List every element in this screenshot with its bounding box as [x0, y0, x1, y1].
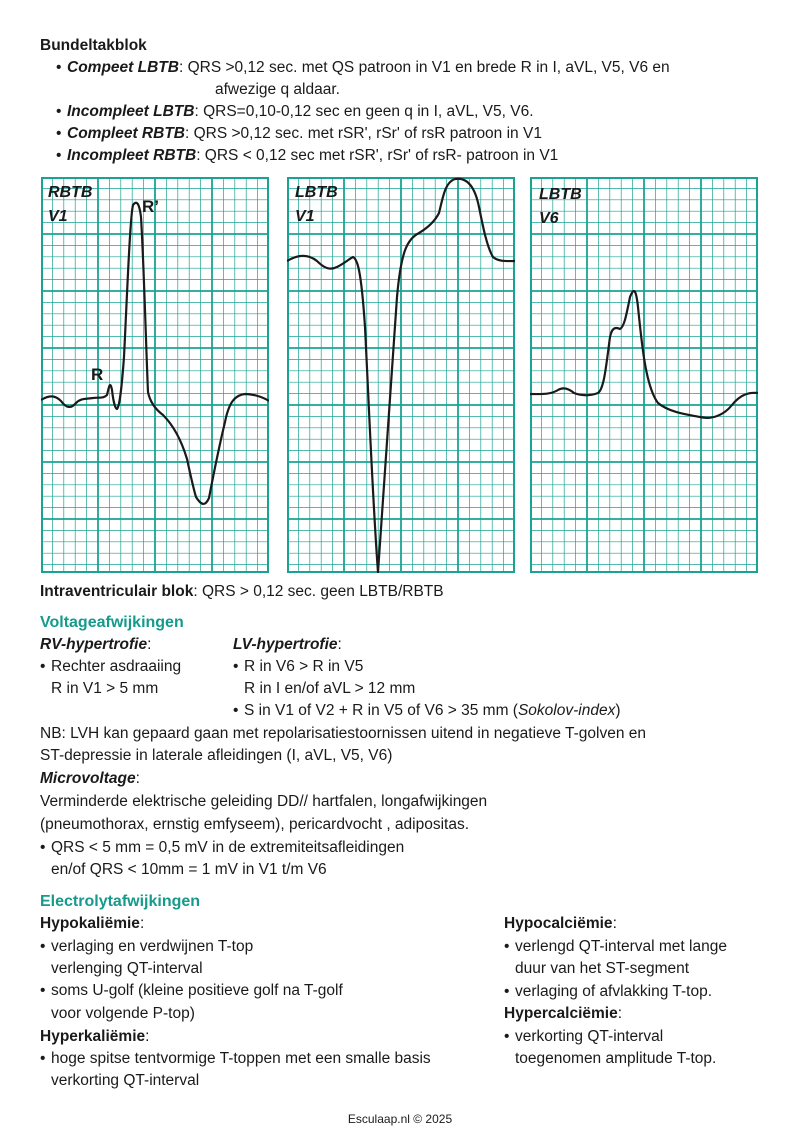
microvoltage-line-2: (pneumothorax, ernstig emfyseem), pericardvocht , adipositas. — [40, 816, 470, 833]
lv-hypertrophy-title: LV-hypertrofie: — [233, 636, 342, 653]
hyperkalemia-title: Hyperkaliëmie: — [40, 1028, 150, 1045]
list-item: en/of QRS < 10mm = 1 mV in V1 t/m V6 — [51, 861, 327, 878]
hypokalemia-title: Hypokaliëmie: — [40, 915, 145, 932]
list-item: • verkorting QT-interval — [504, 1026, 716, 1048]
hyperkalemia-list — [40, 1048, 431, 1092]
intraventricular-block-line: Intraventriculair blok: QRS > 0,12 sec. geen LBTB/RBTB — [40, 583, 444, 600]
section-title-bundle-branch: Bundeltakblok — [40, 37, 147, 54]
rv-hypertrophy-title: RV-hypertrofie: — [40, 636, 152, 653]
hypocalcemia-title: Hypocalciëmie: — [504, 915, 617, 932]
microvoltage-line-1: Verminderde elektrische geleiding DD// hartfalen, longafwijkingen — [40, 793, 488, 810]
microvoltage-list — [40, 837, 404, 881]
list-item: • Incompleet LBTB: QRS=0,10-0,12 sec en geen q in I, aVL, V5, V6. — [56, 101, 670, 123]
ecg-label-lead-type: LBTB — [295, 184, 338, 201]
list-item: verkorting QT-interval — [51, 1072, 200, 1089]
ecg-panel-lbtb-v6 — [530, 177, 758, 573]
nb-note-line-2: ST-depressie in laterale afleidingen (I, aVL, V5, V6) — [40, 747, 393, 764]
lv-hypertrophy-list — [233, 656, 621, 722]
ecg-panel-rbtb-v1 — [41, 177, 269, 573]
footer-copyright: Esculaap.nl © 2025 — [347, 1112, 453, 1126]
list-item-continuation: afwezige q aldaar. — [215, 81, 340, 98]
ecg-label-lead: V6 — [539, 210, 559, 227]
list-item: • verlaging en verdwijnen T-top — [40, 936, 343, 958]
ecg-grid — [41, 177, 269, 573]
ecg-label-lead-type: RBTB — [48, 184, 93, 201]
bundle-branch-list — [56, 57, 670, 167]
list-item: • Incompleet RBTB: QRS < 0,12 sec met rSR', rSr' of rsR- patroon in V1 — [56, 145, 670, 167]
list-item: • soms U-golf (kleine positieve golf na T-golf — [40, 980, 343, 1002]
microvoltage-title: Microvoltage: — [40, 770, 140, 787]
list-item: • Compleet RBTB: QRS >0,12 sec. met rSR', rSr' of rsR patroon in V1 — [56, 123, 670, 145]
hypercalcemia-title: Hypercalciëmie: — [504, 1005, 623, 1022]
list-item: • R in V6 > R in V5 — [233, 656, 621, 678]
list-item: R in V1 > 5 mm — [51, 680, 159, 697]
hypokalemia-continuation: voor volgende P-top) — [51, 1005, 195, 1022]
list-item: • verlengd QT-interval met lange — [504, 936, 727, 958]
ecg-grid — [530, 177, 758, 573]
ecg-annotation-r: R — [91, 365, 104, 384]
ecg-panel-lbtb-v1 — [287, 177, 515, 573]
list-item: • S in V1 of V2 + R in V5 of V6 > 35 mm (Sokolov-index) — [233, 700, 621, 722]
list-item: toegenomen amplitude T-top. — [515, 1050, 717, 1067]
list-item: • Rechter asdraaiing — [40, 656, 181, 678]
hypocalcemia-continuation: duur van het ST-segment — [515, 960, 690, 977]
nb-note-line-1: NB: LVH kan gepaard gaan met repolarisatiestoornissen uitend in negatieve T-golven en — [40, 725, 647, 742]
list-item: • verlaging of afvlakking T-top. — [504, 981, 712, 1003]
ecg-annotation-r-prime: R’ — [142, 197, 159, 216]
ecg-label-lead: V1 — [295, 208, 315, 225]
hypocalcemia-list — [504, 936, 727, 958]
list-item: • QRS < 5 mm = 0,5 mV in de extremiteitsafleidingen — [40, 837, 404, 859]
ecg-grid — [287, 177, 515, 573]
list-item: R in I en/of aVL > 12 mm — [244, 680, 416, 697]
list-item: • hoge spitse tentvormige T-toppen met een smalle basis — [40, 1048, 431, 1070]
rv-hypertrophy-list — [40, 656, 181, 700]
section-title-voltage: Voltageafwijkingen — [40, 614, 184, 631]
hypokalemia-list — [40, 936, 343, 1002]
hypercalcemia-list — [504, 1026, 716, 1070]
section-title-electrolytes: Electrolytafwijkingen — [40, 893, 201, 910]
list-item: • Compeet LBTB: QRS >0,12 sec. met QS patroon in V1 en brede R in I, aVL, V5, V6 en — [56, 57, 670, 79]
ecg-label-lead: V1 — [48, 208, 68, 225]
hypocalcemia-list-2 — [504, 981, 712, 1003]
ecg-label-lead-type: LBTB — [539, 186, 582, 203]
list-item: verlenging QT-interval — [51, 960, 203, 977]
